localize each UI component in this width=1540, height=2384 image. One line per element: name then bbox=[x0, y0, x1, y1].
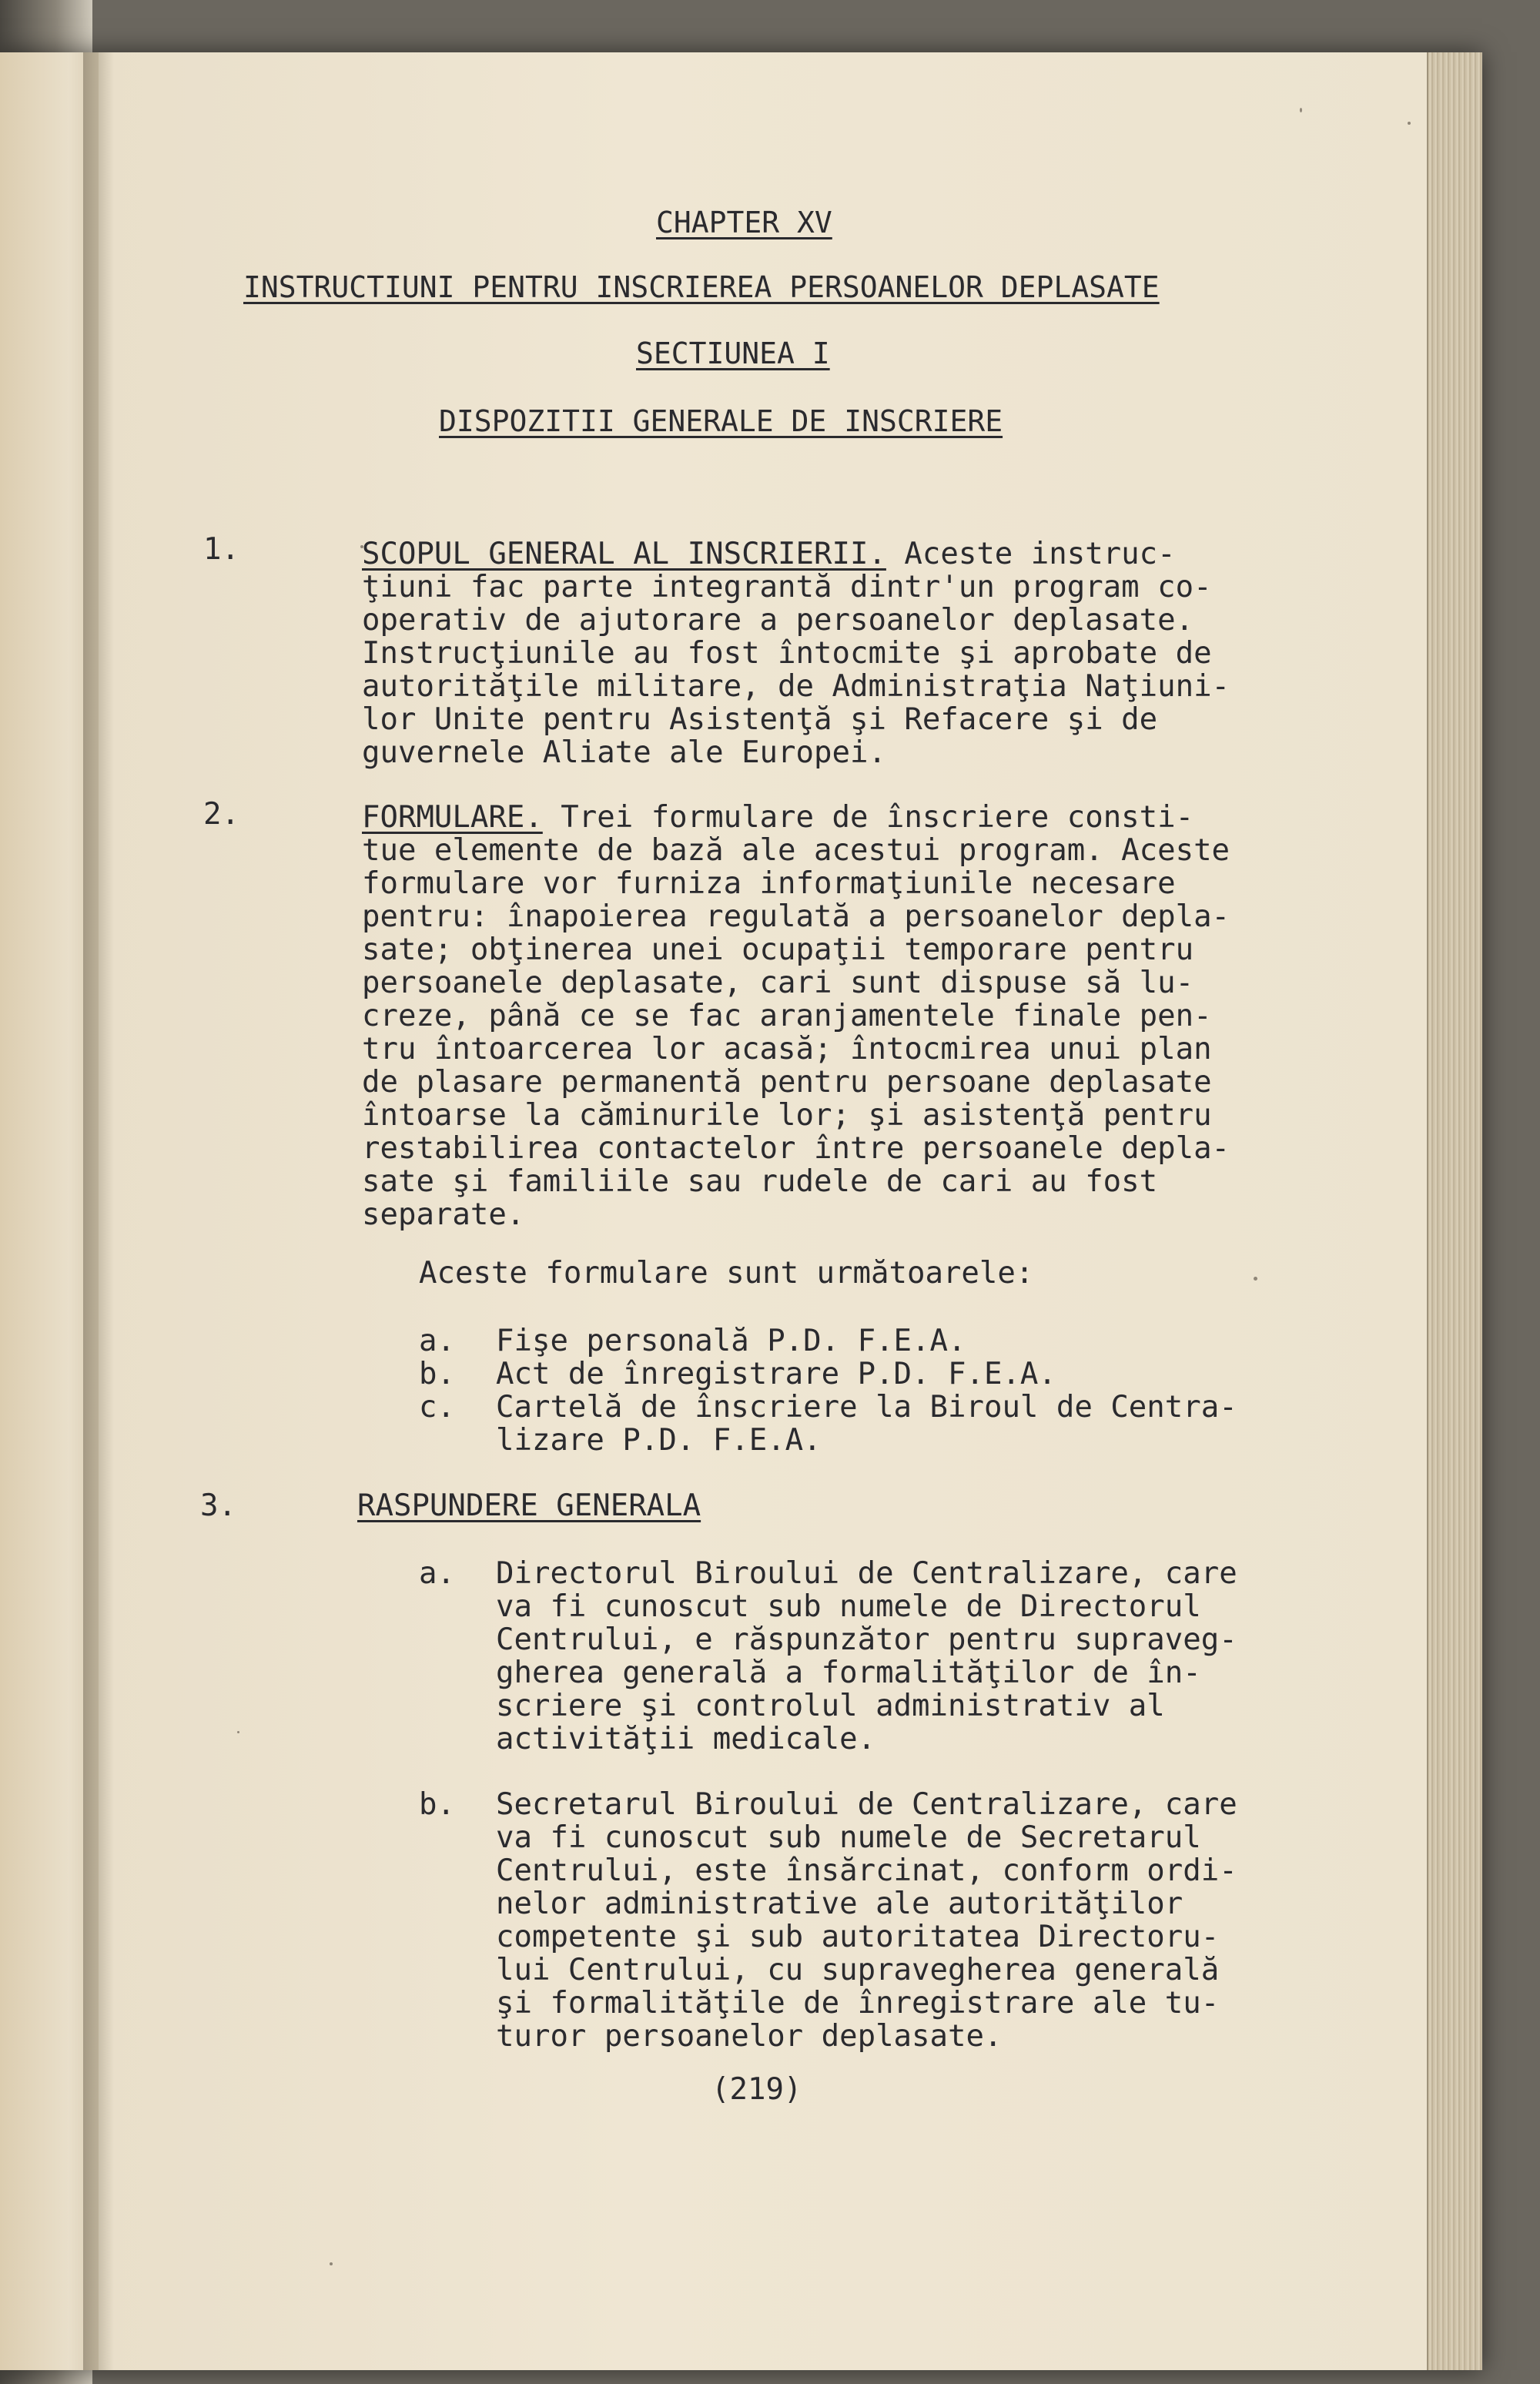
text-line: competente şi sub autoritatea Directoru- bbox=[496, 1920, 1220, 1954]
item-number: 1. bbox=[203, 532, 239, 567]
list-letter: b. bbox=[419, 1787, 455, 1822]
text-line: va fi cunoscut sub numele de Directorul bbox=[496, 1589, 1201, 1624]
list-letter: a. bbox=[419, 1556, 455, 1591]
item1-paragraph bbox=[362, 571, 1230, 769]
text-line: Directorul Biroului de Centralizare, care bbox=[496, 1556, 1237, 1591]
item1-first-line bbox=[362, 537, 1176, 571]
text-line: Centrului, este însărcinat, conform ordi- bbox=[496, 1853, 1237, 1888]
item2-first-line bbox=[362, 801, 1194, 834]
text-line: de plasare permanentă pentru persoane deplasate bbox=[362, 1065, 1212, 1100]
item3-heading: RASPUNDERE GENERALA bbox=[357, 1488, 701, 1523]
text-line: lizare P.D. F.E.A. bbox=[496, 1423, 822, 1458]
text-line: pentru: înapoierea regulată a persoanelor depla- bbox=[362, 899, 1230, 934]
text-line: restabilirea contactelor între persoanele depla- bbox=[362, 1131, 1230, 1166]
form-item bbox=[496, 1324, 966, 1358]
text-line: sate; obţinerea unei ocupaţii temporare pentru bbox=[362, 933, 1194, 967]
text-line: întoarse la căminurile lor; şi asistenţă pentru bbox=[362, 1098, 1212, 1133]
subitem-paragraph bbox=[496, 1557, 1237, 1756]
text-line: turor persoanelor deplasate. bbox=[496, 2019, 1003, 2054]
text-line: Centrului, e răspunzător pentru supraveg- bbox=[496, 1622, 1237, 1657]
gutter-shadow bbox=[83, 52, 114, 2370]
item1-heading: SCOPUL GENERAL AL INSCRIERII. bbox=[362, 537, 886, 571]
text-line: Fişe personală P.D. F.E.A. bbox=[496, 1324, 966, 1358]
text-line: nelor administrative ale autorităţilor bbox=[496, 1887, 1183, 1921]
subitem-paragraph bbox=[496, 1788, 1237, 2053]
text-line: activităţii medicale. bbox=[496, 1722, 876, 1756]
text-line: lor Unite pentru Asistenţă şi Refacere şi de bbox=[362, 702, 1158, 737]
text-line: lui Centrului, cu supravegherea generală bbox=[496, 1953, 1220, 1987]
text-line: operativ de ajutorare a persoanelor deplasate. bbox=[362, 603, 1194, 638]
form-item bbox=[496, 1358, 1056, 1391]
text-line: scriere şi controlul administrativ al bbox=[496, 1689, 1165, 1723]
form-item bbox=[496, 1391, 1237, 1457]
text-line: Act de înregistrare P.D. F.E.A. bbox=[496, 1357, 1056, 1391]
text-line: sate şi familiile sau rudele de cari au fost bbox=[362, 1164, 1158, 1199]
text-line: autorităţile militare, de Administraţia Naţiuni- bbox=[362, 669, 1230, 704]
section-label: SECTIUNEA I bbox=[636, 337, 830, 370]
item2-first-line-rest: Trei formulare de înscriere consti- bbox=[561, 800, 1194, 835]
text-line: guvernele Aliate ale Europei. bbox=[362, 735, 886, 770]
text-line: Cartelă de înscriere la Biroul de Centra- bbox=[496, 1390, 1237, 1425]
item2-paragraph bbox=[362, 834, 1230, 1231]
text-line: tue elemente de bază ale acestui program. Aceste bbox=[362, 833, 1230, 868]
text-line: va fi cunoscut sub numele de Secretarul bbox=[496, 1820, 1201, 1855]
text-line: ţiuni fac parte integrantă dintr'un program co- bbox=[362, 570, 1212, 604]
text-line: formulare vor furniza informaţiunile necesare bbox=[362, 866, 1176, 901]
text-line: Secretarul Biroului de Centralizare, care bbox=[496, 1787, 1237, 1822]
list-letter: a. bbox=[419, 1324, 455, 1358]
text-line: creze, până ce se fac aranjamentele finale pen- bbox=[362, 999, 1212, 1033]
text-line: Instrucţiunile au fost întocmite şi aprobate de bbox=[362, 636, 1212, 671]
list-letter: b. bbox=[419, 1357, 455, 1391]
text-line: separate. bbox=[362, 1197, 525, 1232]
item1-first-line-rest: Aceste instruc- bbox=[904, 537, 1176, 571]
item-number: 2. bbox=[203, 797, 239, 832]
item2-heading: FORMULARE. bbox=[362, 800, 543, 835]
text-line: şi formalităţile de înregistrare ale tu- bbox=[496, 1986, 1220, 2021]
forms-intro: Aceste formulare sunt următoarele: bbox=[419, 1256, 1034, 1291]
text-line: tru întoarcerea lor acasă; întocmirea unui plan bbox=[362, 1032, 1212, 1066]
list-letter: c. bbox=[419, 1390, 455, 1425]
page-number: (219) bbox=[711, 2072, 802, 2107]
section-title: DISPOZITII GENERALE DE INSCRIERE bbox=[439, 404, 1003, 438]
chapter-label: CHAPTER XV bbox=[656, 206, 832, 239]
document-title: INSTRUCTIUNI PENTRU INSCRIEREA PERSOANELOR DEPLASATE bbox=[243, 270, 1160, 304]
text-line: persoanele deplasate, cari sunt dispuse să lu- bbox=[362, 966, 1194, 1000]
page-edges bbox=[1427, 52, 1482, 2370]
item-number: 3. bbox=[200, 1488, 236, 1523]
text-line: gherea generală a formalităţilor de în- bbox=[496, 1656, 1201, 1690]
